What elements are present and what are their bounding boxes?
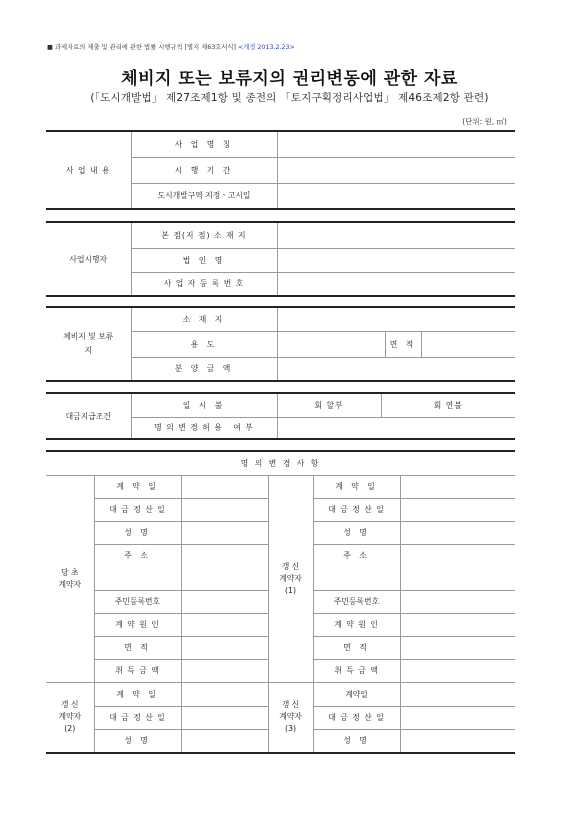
r2-settlement-field[interactable] bbox=[181, 706, 268, 729]
biz-number-field[interactable] bbox=[277, 272, 515, 296]
operator-label: 사업시행자 bbox=[46, 222, 131, 296]
r3-name-field[interactable] bbox=[400, 729, 515, 753]
operator-section bbox=[46, 221, 515, 297]
orig-settlement-field[interactable] bbox=[181, 498, 268, 521]
r1-resident-number-field[interactable] bbox=[400, 590, 515, 613]
corp-name-field[interactable] bbox=[277, 248, 515, 272]
revision-text: <개정 2013.2.23> bbox=[237, 44, 295, 51]
r1-address-label: 주 소 bbox=[313, 544, 400, 590]
land-location-field[interactable] bbox=[277, 307, 515, 331]
payment-section bbox=[46, 392, 515, 440]
renewed-contractor-3-label: 갱 신 계약자 (3) bbox=[268, 682, 313, 753]
orig-address-field[interactable] bbox=[181, 544, 268, 590]
orig-acq-price-field[interactable] bbox=[181, 659, 268, 682]
orig-contract-date-label: 계 약 일 bbox=[94, 475, 181, 498]
lump-sum-label[interactable]: 일 시 불 bbox=[131, 393, 277, 417]
r1-settlement-field[interactable] bbox=[400, 498, 515, 521]
designation-date-field[interactable] bbox=[277, 183, 515, 209]
r1-address-field[interactable] bbox=[400, 544, 515, 590]
sale-price-field[interactable] bbox=[277, 357, 515, 381]
renewed-contractor-1-label: 갱 신 계약자 (1) bbox=[268, 475, 313, 682]
orig-parties-field[interactable] bbox=[181, 613, 268, 636]
r1-parties-field[interactable] bbox=[400, 613, 515, 636]
r2-settlement-label: 대 금 정 산 일 bbox=[94, 706, 181, 729]
land-use-field[interactable] bbox=[277, 331, 385, 357]
installment-label[interactable]: 회 할부 bbox=[277, 393, 381, 417]
land-location-label: 소 재 지 bbox=[131, 307, 277, 331]
land-area-field[interactable] bbox=[421, 331, 515, 357]
r1-name-label: 성 명 bbox=[313, 521, 400, 544]
sale-price-label: 분 양 금 액 bbox=[131, 357, 277, 381]
orig-name-field[interactable] bbox=[181, 521, 268, 544]
designation-date-label: 도시개발구역 지정ㆍ고시일 bbox=[131, 183, 277, 209]
r1-parties-label: 계 약 원 인 bbox=[313, 613, 400, 636]
orig-parties-label: 계 약 원 인 bbox=[94, 613, 181, 636]
change-heading: 명 의 변 경 사 항 bbox=[46, 451, 515, 475]
r1-settlement-label: 대 금 정 산 일 bbox=[313, 498, 400, 521]
orig-acq-price-label: 취 득 금 액 bbox=[94, 659, 181, 682]
r3-contract-date-label: 계약일 bbox=[313, 682, 400, 706]
name-change-section bbox=[46, 450, 515, 754]
form-header bbox=[47, 42, 295, 51]
payment-label: 대금지급조건 bbox=[46, 393, 131, 439]
land-use-label: 용 도 bbox=[131, 331, 277, 357]
business-section bbox=[46, 130, 515, 210]
r2-contract-date-label: 계 약 일 bbox=[94, 682, 181, 706]
orig-resident-number-field[interactable] bbox=[181, 590, 268, 613]
r1-name-field[interactable] bbox=[400, 521, 515, 544]
biz-number-label: 사 업 자 등 록 번 호 bbox=[131, 272, 277, 296]
r3-contract-date-field[interactable] bbox=[400, 682, 515, 706]
r2-contract-date-field[interactable] bbox=[181, 682, 268, 706]
r3-settlement-label: 대 금 정 산 일 bbox=[313, 706, 400, 729]
name-change-field[interactable] bbox=[277, 417, 515, 439]
original-contractor-label: 당 초 계약자 bbox=[46, 475, 94, 682]
r1-area-label: 면 적 bbox=[313, 636, 400, 659]
renewed-contractor-2-label: 갱 신 계약자 (2) bbox=[46, 682, 94, 753]
form-title: 체비지 또는 보류지의 권리변동에 관한 자료 bbox=[121, 69, 458, 89]
regulation-text: ■ 과세자료의 제출 및 관리에 관한 법률 시행규칙 [별지 제63호서식] bbox=[47, 44, 236, 51]
name-change-label: 명 의 변 경 허 용 여 부 bbox=[131, 417, 277, 439]
business-label: 사 업 내 용 bbox=[46, 131, 131, 209]
r1-contract-date-field[interactable] bbox=[400, 475, 515, 498]
r3-name-label: 성 명 bbox=[313, 729, 400, 753]
corp-name-label: 법 인 명 bbox=[131, 248, 277, 272]
orig-resident-number-label: 주민등록번호 bbox=[94, 590, 181, 613]
r2-name-label: 성 명 bbox=[94, 729, 181, 753]
r2-name-field[interactable] bbox=[181, 729, 268, 753]
unit-label: (단위: 원, ㎡) bbox=[462, 117, 507, 126]
orig-area-label: 면 적 bbox=[94, 636, 181, 659]
land-area-label: 면 적 bbox=[385, 331, 421, 357]
form-subtitle: (「도시개발법」 제27조제1항 및 종전의 「토지구획정리사업법」 제46조제2항 관련) bbox=[90, 92, 489, 104]
land-section bbox=[46, 306, 515, 382]
business-period-label: 시 행 기 간 bbox=[131, 157, 277, 183]
business-name-label: 사 업 명 칭 bbox=[131, 131, 277, 157]
r1-acq-price-field[interactable] bbox=[400, 659, 515, 682]
orig-address-label: 주 소 bbox=[94, 544, 181, 590]
operator-address-label: 본 점(지 점) 소 재 지 bbox=[131, 222, 277, 248]
r1-acq-price-label: 취 득 금 액 bbox=[313, 659, 400, 682]
r1-area-field[interactable] bbox=[400, 636, 515, 659]
operator-address-field[interactable] bbox=[277, 222, 515, 248]
orig-name-label: 성 명 bbox=[94, 521, 181, 544]
land-label: 체비지 및 보류지 bbox=[46, 307, 131, 381]
r1-resident-number-label: 주민등록번호 bbox=[313, 590, 400, 613]
r3-settlement-field[interactable] bbox=[400, 706, 515, 729]
r1-contract-date-label: 계 약 일 bbox=[313, 475, 400, 498]
orig-contract-date-field[interactable] bbox=[181, 475, 268, 498]
business-period-field[interactable] bbox=[277, 157, 515, 183]
business-name-field[interactable] bbox=[277, 131, 515, 157]
orig-area-field[interactable] bbox=[181, 636, 268, 659]
annual-label[interactable]: 회 연불 bbox=[381, 393, 515, 417]
orig-settlement-label: 대 금 정 산 일 bbox=[94, 498, 181, 521]
